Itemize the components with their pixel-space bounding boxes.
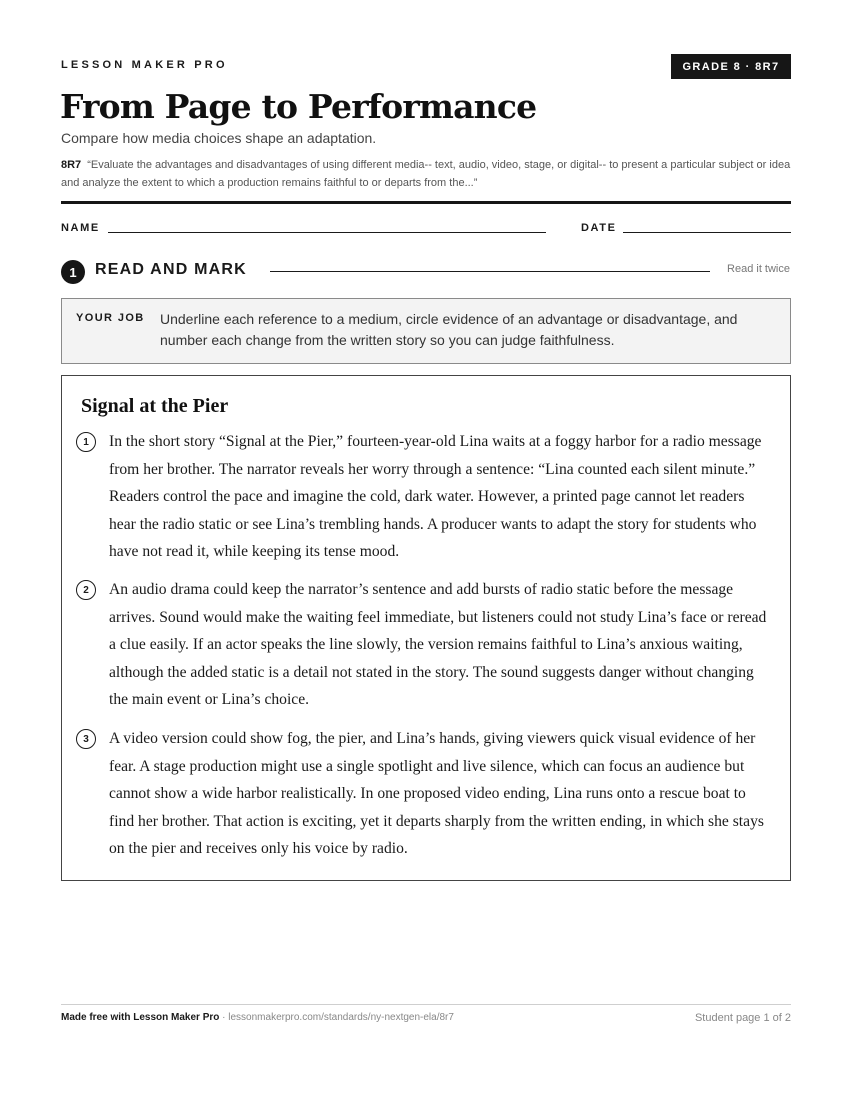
page-subtitle: Compare how media choices shape an adaptation.	[61, 130, 377, 146]
date-label: DATE	[581, 222, 617, 234]
standard-statement	[61, 156, 791, 192]
paragraph-number-3: 3	[76, 729, 96, 749]
footer-maker: Made free with Lesson Maker Pro	[61, 1012, 220, 1023]
paragraph-number-1: 1	[76, 432, 96, 452]
reading-passage	[61, 375, 791, 881]
paragraph-number-2: 2	[76, 580, 96, 600]
brand-name: LESSON MAKER PRO	[61, 59, 228, 71]
footer-credit	[61, 1012, 454, 1023]
section-note: Read it twice	[727, 263, 790, 275]
job-label: YOUR JOB	[76, 312, 145, 324]
passage-title: Signal at the Pier	[81, 395, 229, 417]
standard-code: 8R7	[61, 159, 82, 171]
section-title: READ AND MARK	[95, 261, 247, 278]
date-field[interactable]	[623, 232, 791, 233]
paragraph-2: An audio drama could keep the narrator’s sentence and add bursts of radio static before the message arrives. Sound would make the waiting feel immediate, but listeners could not study Lina’s face or reread a clue easily. If an actor speaks the line slowly, the version remains faithful to Lina’s anxious waiting, although the added static is a detail not stated in the story. The sound suggests danger without changing the main event or Lina’s choice.	[109, 581, 767, 708]
name-label: NAME	[61, 222, 100, 234]
name-field[interactable]	[108, 232, 546, 233]
paragraph-1: In the short story “Signal at the Pier,” fourteen-year-old Lina waits at a foggy harbor for a radio message from her brother. The narrator reveals her worry through a sentence: “Lina counted each silent minute.” Readers control the pace and imagine the cold, dark water. However, a printed page cannot let readers hear the radio static or see Lina’s trembling hands. A producer wants to adapt the story for students who have not read it, while keeping its tense mood.	[109, 433, 762, 560]
job-instructions-box	[61, 298, 791, 364]
page-indicator: Student page 1 of 2	[694, 1012, 791, 1024]
page-title: From Page to Performance	[60, 87, 537, 126]
standard-text: “Evaluate the advantages and disadvantages of using different media-- text, audio, video, stage, or digital-- to present a particular subject or idea and analyze the extent to which a production remains faithful to or departs from the...”	[61, 159, 791, 189]
job-text: Underline each reference to a medium, circle evidence of an advantage or disadvantage, and number each change from the written story so you can judge faithfulness.	[160, 311, 738, 348]
section-divider	[270, 271, 710, 272]
paragraph-3: A video version could show fog, the pier, and Lina’s hands, giving viewers quick visual evidence of her fear. A stage production might use a single spotlight and live silence, which can focus an audience but cannot show a wide harbor realistically. In one proposed video ending, Lina runs onto a rescue boat to find her brother. That action is exciting, yet it departs sharply from the written ending, in which she stays on the pier and receives only his voice by radio.	[109, 730, 764, 857]
footer-divider	[61, 1004, 791, 1005]
grade-badge: GRADE 8 · 8R7	[671, 54, 791, 79]
footer-url[interactable]: · lessonmakerpro.com/standards/ny-nextgen-ela/8r7	[219, 1012, 454, 1023]
section-number-badge: 1	[61, 260, 85, 284]
header-divider	[61, 201, 791, 204]
